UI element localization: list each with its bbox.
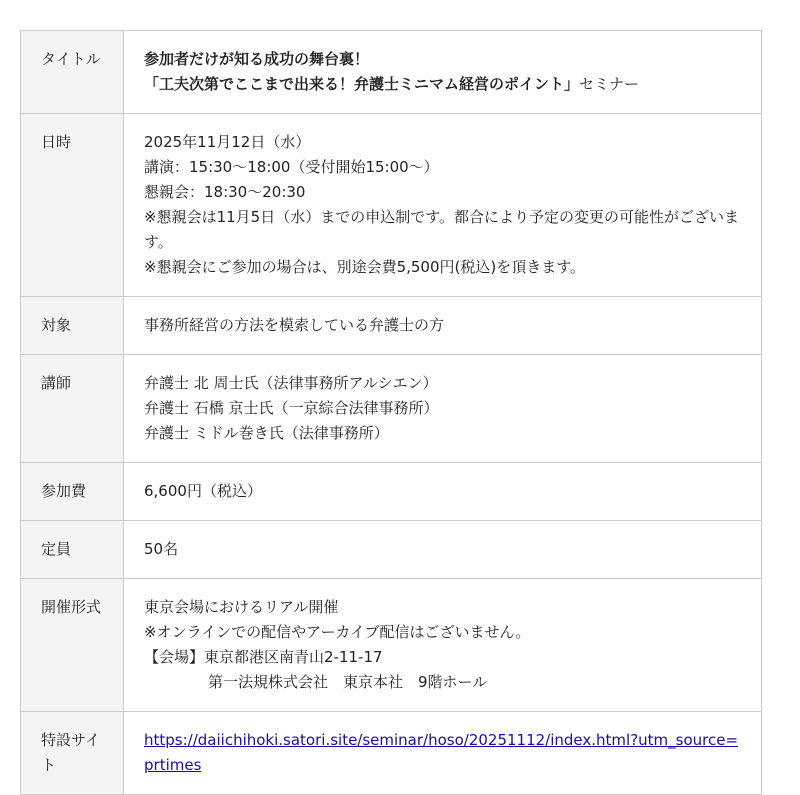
row-capacity: [21, 521, 762, 579]
special-site-link[interactable]: https://daiichihoki.satori.site/seminar/hoso/20251112/index.html?utm_source=prtimes: [144, 731, 739, 774]
lecture-time: 講演：15:30～18:00（受付開始15:00～）: [144, 158, 439, 176]
row-value-target: 事務所経営の方法を模索している弁護士の方: [124, 297, 762, 355]
row-label-datetime: 日時: [21, 114, 124, 297]
row-label-speakers: 講師: [21, 355, 124, 463]
row-label-format: 開催形式: [21, 579, 124, 712]
reception-note: ※懇親会は11月5日（水）までの申込制です。都合により予定の変更の可能性がございます。: [144, 208, 740, 251]
event-date: 2025年11月12日（水）: [144, 133, 311, 151]
seminar-title: [144, 72, 741, 97]
seminar-info-table: [20, 30, 762, 795]
row-format: [21, 579, 762, 712]
row-value-capacity: 50名: [124, 521, 762, 579]
reception-time: 懇親会：18:30～20:30: [144, 183, 306, 201]
row-website: [21, 712, 762, 795]
seminar-title-suffix: セミナー: [579, 75, 640, 93]
seminar-subtitle: 参加者だけが知る成功の舞台裏！: [144, 50, 370, 68]
row-fee: [21, 463, 762, 521]
row-label-title: タイトル: [21, 31, 124, 114]
row-target: [21, 297, 762, 355]
speaker-item: 弁護士 北 周士氏（法律事務所アルシエン）: [144, 374, 438, 392]
seminar-title-main: 「工夫次第でここまで出来る！弁護士ミニマム経営のポイント」: [144, 75, 580, 93]
row-datetime: [21, 114, 762, 297]
speaker-item: 弁護士 ミドル巻き氏（法律事務所）: [144, 424, 389, 442]
venue-name: 第一法規株式会社 東京本社 9階ホール: [208, 673, 488, 691]
format-note: ※オンラインでの配信やアーカイブ配信はございません。: [144, 623, 531, 641]
row-title: [21, 31, 762, 114]
row-value-speakers: [124, 355, 762, 463]
row-label-fee: 参加費: [21, 463, 124, 521]
reception-fee-note: ※懇親会にご参加の場合は、別途会費5,500円(税込)を頂きます。: [144, 258, 586, 276]
row-value-website: [124, 712, 762, 795]
row-speakers: [21, 355, 762, 463]
row-label-website: 特設サイト: [21, 712, 124, 795]
row-label-target: 対象: [21, 297, 124, 355]
row-value-datetime: [124, 114, 762, 297]
format-description: 東京会場におけるリアル開催: [144, 598, 339, 616]
row-value-fee: 6,600円（税込）: [124, 463, 762, 521]
venue-address: 【会場】東京都港区南青山2-11-17: [144, 648, 383, 666]
row-value-title: [124, 31, 762, 114]
row-value-format: [124, 579, 762, 712]
row-label-capacity: 定員: [21, 521, 124, 579]
speaker-item: 弁護士 石橋 京士氏（一京綜合法律事務所）: [144, 399, 439, 417]
